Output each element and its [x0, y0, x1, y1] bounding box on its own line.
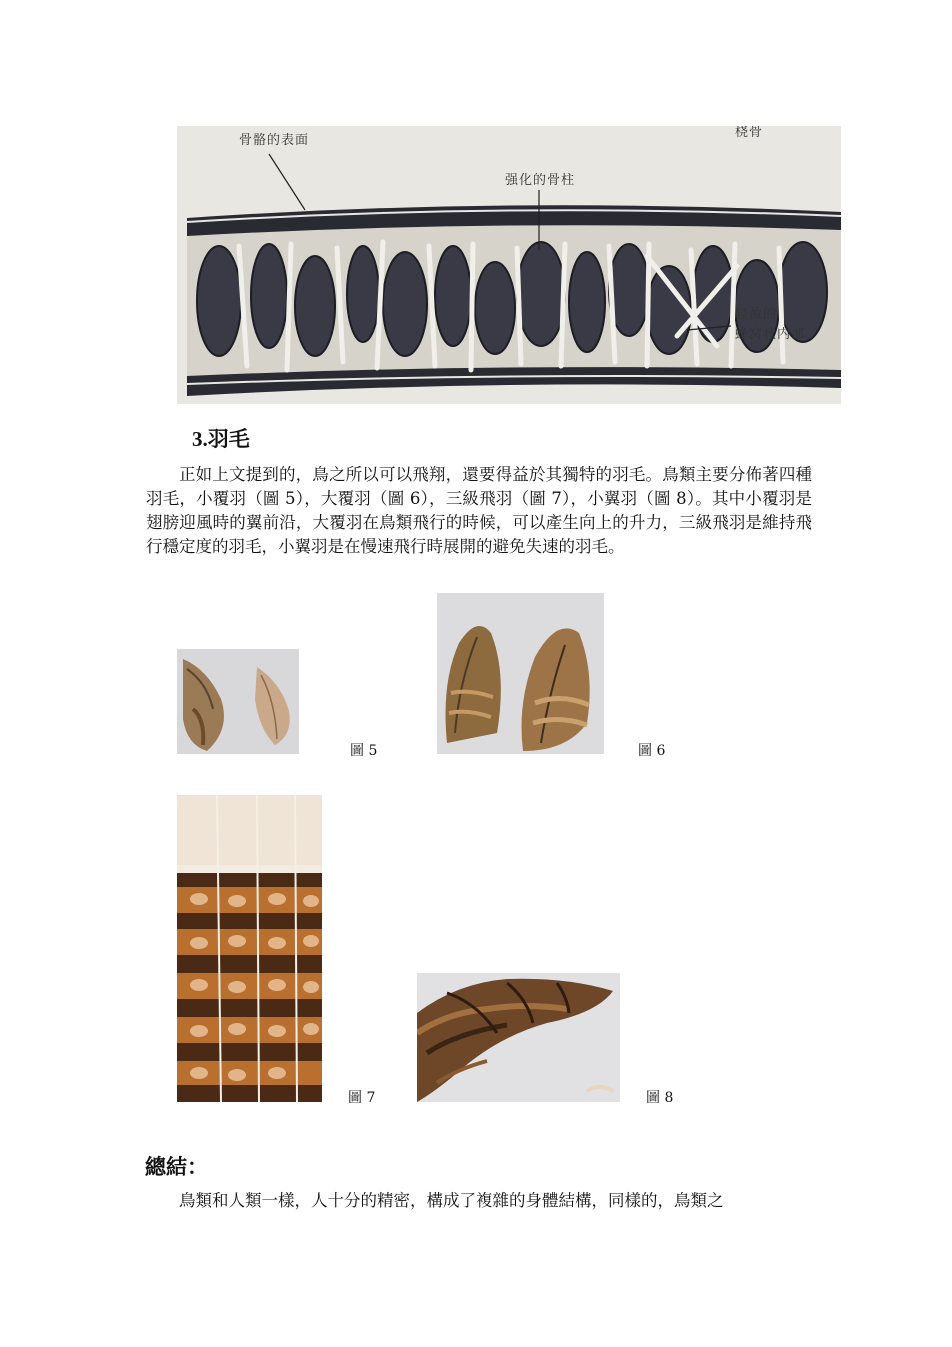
- figure-8-caption: 圖 8: [646, 1090, 674, 1106]
- summary-paragraph: 鳥類和人類一樣，人十分的精密，構成了複雜的身體結構，同樣的，鳥類之: [179, 1191, 724, 1210]
- figure-5-caption: 圖 5: [350, 743, 378, 759]
- label-radius: 桡骨: [735, 126, 764, 140]
- label-strengthened-column: 强化的骨柱: [505, 173, 576, 188]
- figure-6-caption: 圖 6: [638, 743, 666, 759]
- figure-7-photo: [177, 795, 322, 1102]
- label-bone-surface: 骨骼的表面: [239, 133, 310, 148]
- label-light: 轻盈的: [735, 307, 778, 322]
- section-heading-feathers: 3.羽毛: [192, 427, 250, 451]
- feathers-paragraph: 正如上文提到的，鳥之所以可以飛翔，還要得益於其獨特的羽毛。鳥類主要分佈著四種羽毛，小覆羽（圖 5），大覆羽（圖 6），三級飛羽（圖 7），小翼羽（圖 8）。其中小覆羽是翅膀迎風時的翼前沿，大覆羽在鳥類飛行的時候，可以產生向上的升力，三級飛羽是維持飛行穩定度的羽毛，小翼羽是在慢速飛行時展開的避免失速的羽毛。: [146, 465, 812, 556]
- bone-structure-diagram: [177, 126, 841, 404]
- figure-8-photo: [417, 973, 620, 1102]
- figure-6-photo: [437, 593, 604, 754]
- figure-5-photo: [177, 649, 299, 754]
- label-honeycomb: 蜂窝状内部: [735, 327, 806, 342]
- summary-heading: 總結：: [145, 1155, 208, 1179]
- figure-7-caption: 圖 7: [348, 1090, 376, 1106]
- bone-illustration: [177, 126, 841, 404]
